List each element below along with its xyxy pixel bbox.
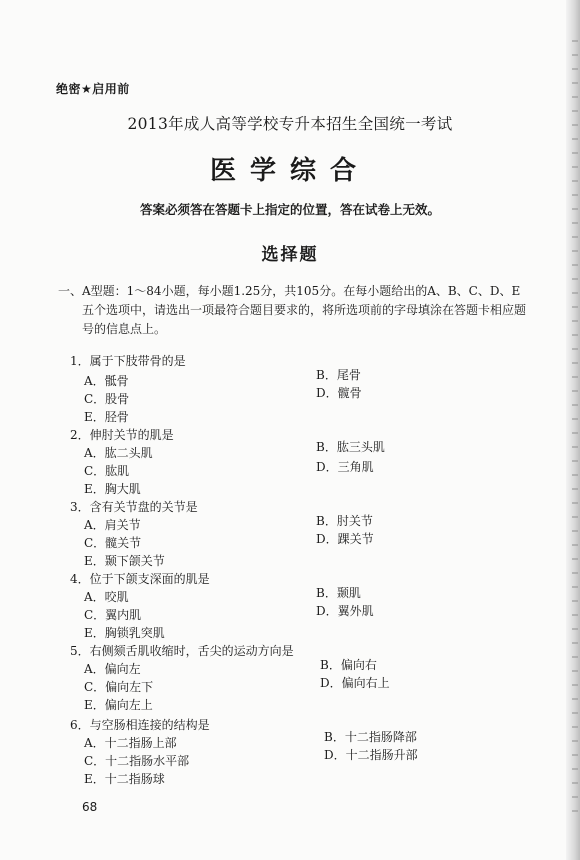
page-number: 68 bbox=[82, 800, 98, 814]
option-b: B．颞肌 bbox=[316, 586, 361, 600]
answer-notice: 答案必须答在答题卡上指定的位置，答在试卷上无效。 bbox=[139, 202, 440, 217]
option-b: B．肘关节 bbox=[316, 514, 373, 528]
option-e: E．胫骨 bbox=[84, 410, 129, 424]
question-stem: 3．含有关节盘的关节是 bbox=[70, 500, 198, 514]
option-b: B．偏向右 bbox=[320, 658, 377, 672]
option-d: D．十二指肠升部 bbox=[324, 748, 418, 762]
instruction-line: 五个选项中，请选出一项最符合题目要求的，将所选项前的字母填涂在答题卡相应题 bbox=[82, 303, 527, 317]
question-stem: 6．与空肠相连接的结构是 bbox=[70, 718, 210, 732]
option-c: C．偏向左下 bbox=[84, 680, 154, 694]
option-c: C．髋关节 bbox=[84, 536, 142, 550]
option-b: B．十二指肠降部 bbox=[324, 730, 417, 744]
question-stem: 5．右侧颏舌肌收缩时，舌尖的运动方向是 bbox=[70, 644, 294, 658]
option-d: D．髋骨 bbox=[316, 386, 362, 400]
option-c: C．十二指肠水平部 bbox=[84, 754, 190, 768]
option-a: A．十二指肠上部 bbox=[84, 736, 177, 750]
exam-title: 2013年成人高等学校专升本招生全国统一考试 bbox=[127, 115, 453, 133]
instruction-line: 号的信息点上。 bbox=[82, 322, 167, 336]
option-c: C．翼内肌 bbox=[84, 608, 142, 622]
option-c: C．肱肌 bbox=[84, 464, 130, 478]
option-b: B．尾骨 bbox=[316, 368, 361, 382]
subject-title: 医学综合 bbox=[209, 156, 370, 186]
option-d: D．偏向右上 bbox=[320, 676, 390, 690]
question-stem: 4．位于下颌支深面的肌是 bbox=[70, 572, 210, 586]
option-e: E．胸大肌 bbox=[84, 482, 141, 496]
option-a: A．偏向左 bbox=[84, 662, 141, 676]
section-heading: 选择题 bbox=[261, 245, 319, 265]
instruction-line: 一、A型题：1～84小题，每小题1.25分，共105分。在每小题给出的A、B、C、D、E bbox=[58, 284, 521, 298]
question-stem: 1．属于下肢带骨的是 bbox=[70, 354, 186, 368]
question-stem: 2．伸肘关节的肌是 bbox=[70, 428, 174, 442]
classified-label: 绝密★启用前 bbox=[56, 82, 130, 96]
option-a: A．咬肌 bbox=[84, 590, 129, 604]
option-d: D．踝关节 bbox=[316, 532, 374, 546]
option-e: E．胸锁乳突肌 bbox=[84, 626, 165, 640]
option-a: A．骶骨 bbox=[84, 374, 129, 388]
option-c: C．股骨 bbox=[84, 392, 130, 406]
option-b: B．肱三头肌 bbox=[316, 440, 385, 454]
option-a: A．肱二头肌 bbox=[84, 446, 153, 460]
option-d: D．三角肌 bbox=[316, 460, 374, 474]
option-d: D．翼外肌 bbox=[316, 604, 374, 618]
option-e: E．偏向左上 bbox=[84, 698, 153, 712]
option-e: E．颞下颌关节 bbox=[84, 554, 165, 568]
option-a: A．肩关节 bbox=[84, 518, 141, 532]
section-instructions bbox=[58, 282, 558, 339]
option-e: E．十二指肠球 bbox=[84, 772, 165, 786]
